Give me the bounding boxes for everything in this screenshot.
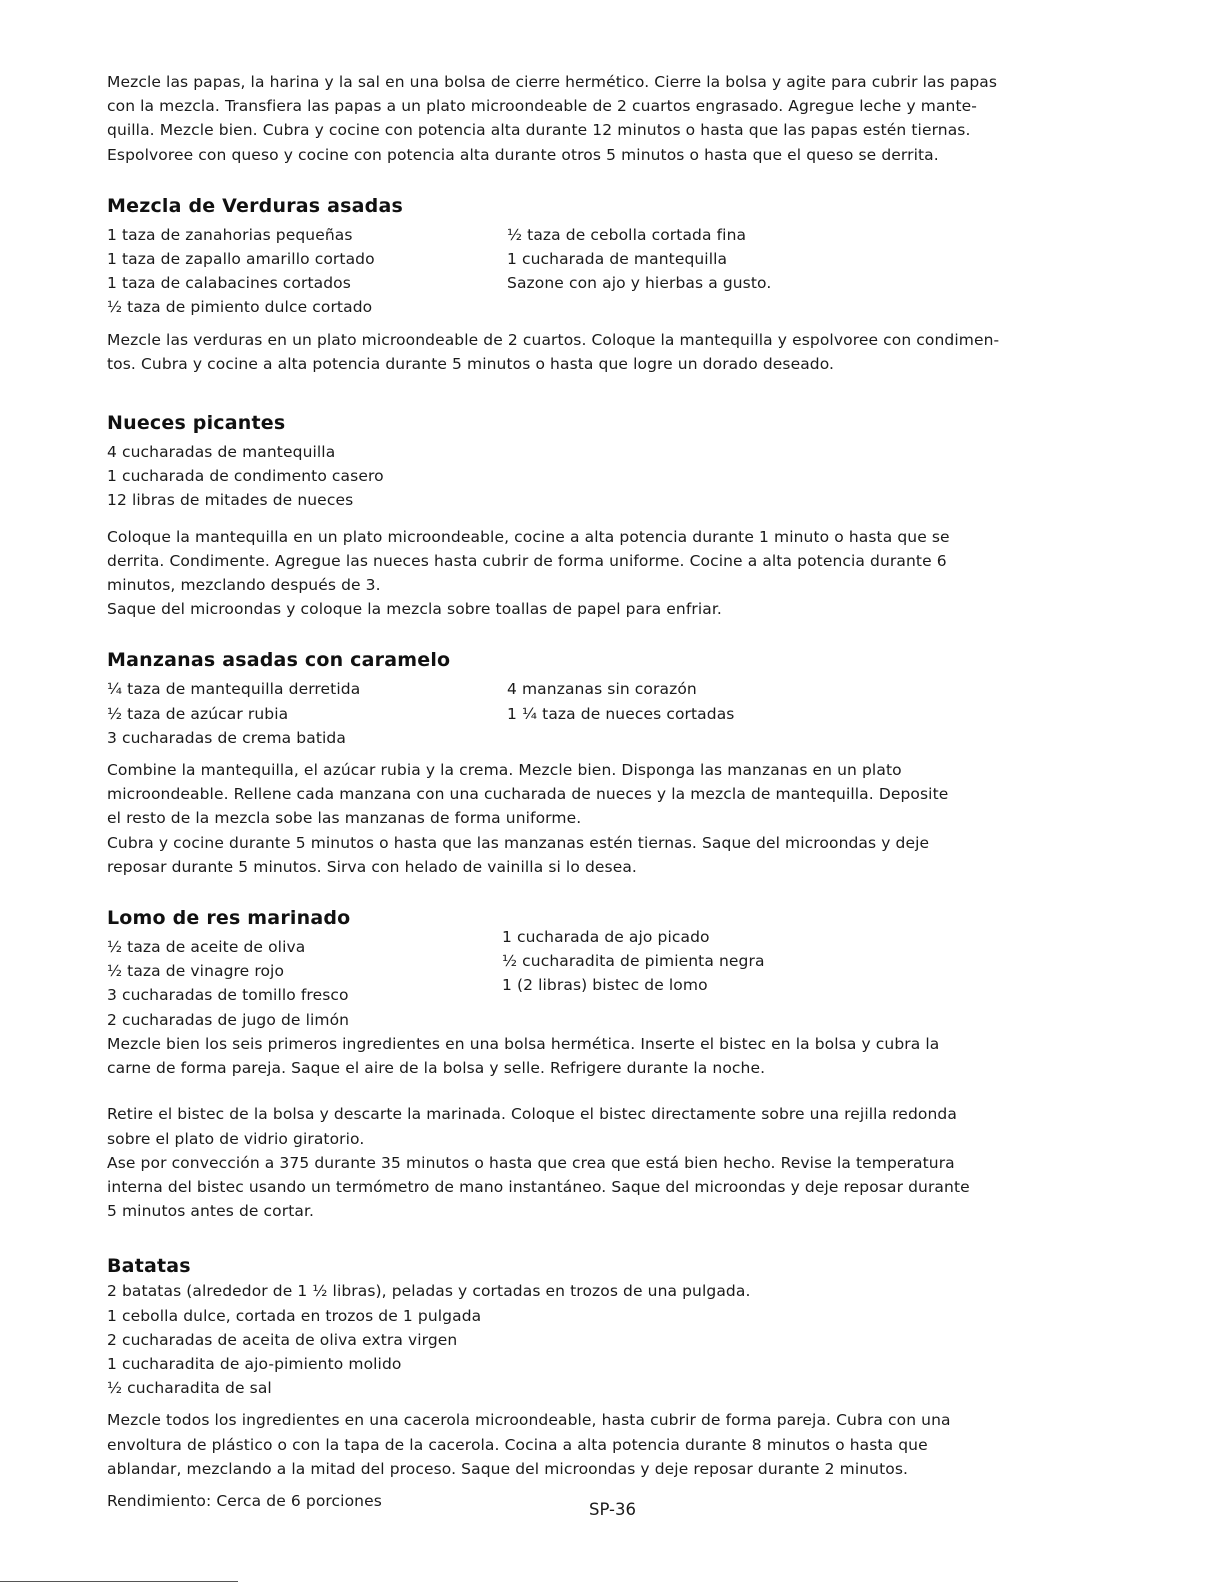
ingredient-item: ½ taza de pimiento dulce cortado — [107, 298, 373, 317]
ingredient-item: 1 taza de zapallo amarillo cortado — [107, 250, 375, 269]
ingredient-item: 1 taza de calabacines cortados — [107, 274, 351, 293]
recipe-verduras — [107, 193, 1007, 376]
intro-paragraph — [107, 70, 1007, 167]
ingredient-item: ¼ taza de mantequilla derretida — [107, 680, 361, 699]
recipe-title: Mezcla de Verduras asadas — [107, 194, 404, 217]
recipe-title: Batatas — [107, 1255, 191, 1278]
ingredient-item: 1 cucharada de condimento casero — [107, 467, 384, 486]
method-line: Ase por convección a 375 durante 35 minutos o hasta que crea que está bien hecho. Revise la temperatura — [107, 1153, 955, 1172]
method-line: tos. Cubra y cocine a alta potencia durante 5 minutos o hasta que logre un dorado deseado. — [107, 354, 835, 373]
page-number: SP-36 — [588, 1500, 636, 1519]
ingredient-item: ½ taza de aceite de oliva — [107, 938, 306, 957]
ingredient-item: 4 manzanas sin corazón — [507, 680, 697, 699]
recipe-nueces — [107, 410, 1007, 621]
method-line: reposar durante 5 minutos. Sirva con helado de vainilla si lo desea. — [107, 857, 637, 876]
method-line: Mezcle las verduras en un plato microondeable de 2 cuartos. Coloque la mantequilla y espolvoree con condimen- — [107, 330, 1000, 349]
ingredient-item: 3 cucharadas de tomillo fresco — [107, 986, 349, 1005]
ingredient-item: ½ taza de vinagre rojo — [107, 962, 285, 981]
ingredient-item: ½ cucharadita de pimienta negra — [502, 952, 765, 971]
method-line: Mezcle todos los ingredientes en una cacerola microondeable, hasta cubrir de forma pareja. Cubra con una — [107, 1411, 951, 1430]
method-line: 5 minutos antes de cortar. — [107, 1202, 315, 1221]
method-line: Cubra y cocine durante 5 minutos o hasta que las manzanas estén tiernas. Saque del microondas y deje — [107, 833, 930, 852]
ingredient-item: 2 cucharadas de jugo de limón — [107, 1010, 350, 1029]
ingredients-left — [107, 935, 502, 1032]
ingredients-left — [107, 223, 507, 320]
ingredient-columns — [107, 677, 1007, 750]
bottom-rule — [0, 1581, 238, 1582]
ingredient-item: 1 cebolla dulce, cortada en trozos de 1 pulgada — [107, 1306, 482, 1325]
ingredient-item: 2 batatas (alrededor de 1 ½ libras), peladas y cortadas en trozos de una pulgada. — [107, 1282, 751, 1301]
yield-line: Rendimiento: Cerca de 6 porciones — [107, 1491, 382, 1510]
ingredient-item: 2 cucharadas de aceita de oliva extra virgen — [107, 1330, 458, 1349]
recipe-title: Nueces picantes — [107, 412, 286, 435]
ingredient-item: 1 cucharadita de ajo-pimiento molido — [107, 1354, 402, 1373]
method-line: carne de forma pareja. Saque el aire de la bolsa y selle. Refrigere durante la noche. — [107, 1059, 766, 1078]
method-line: sobre el plato de vidrio giratorio. — [107, 1129, 365, 1148]
ingredient-item: 12 libras de mitades de nueces — [107, 491, 354, 510]
ingredient-item: ½ cucharadita de sal — [107, 1379, 272, 1398]
recipe-page — [107, 70, 1007, 1513]
text-line: con la mezcla. Transfiera las papas a un plato microondeable de 2 cuartos engrasado. Agregue leche y mante- — [107, 97, 977, 116]
text-line: Mezcle las papas, la harina y la sal en una bolsa de cierre hermético. Cierre la bolsa y agite para cubrir las papas — [107, 73, 998, 91]
ingredient-item: 1 cucharada de mantequilla — [507, 250, 728, 269]
ingredient-item: 1 taza de zanahorias pequeñas — [107, 225, 353, 244]
ingredients-right — [507, 223, 987, 320]
ingredient-item: 3 cucharadas de crema batida — [107, 728, 346, 747]
ingredient-item: ½ taza de azúcar rubia — [107, 704, 289, 723]
ingredient-item: 1 ¼ taza de nueces cortadas — [507, 704, 735, 723]
method-line: Coloque la mantequilla en un plato microondeable, cocine a alta potencia durante 1 minuto o hasta que se — [107, 527, 950, 546]
method-line: Combine la mantequilla, el azúcar rubia y la crema. Mezcle bien. Disponga las manzanas en un plato — [107, 761, 902, 780]
method-line: el resto de la mezcla sobe las manzanas de forma uniforme. — [107, 809, 582, 828]
ingredient-item: 1 cucharada de ajo picado — [502, 928, 710, 947]
ingredient-item: 4 cucharadas de mantequilla — [107, 443, 336, 462]
ingredient-item: 1 (2 libras) bistec de lomo — [502, 976, 708, 995]
method-line: minutos, mezclando después de 3. — [107, 576, 381, 595]
ingredients-right — [507, 677, 987, 750]
ingredients-left — [107, 677, 507, 750]
method-line: microondeable. Rellene cada manzana con una cucharada de nueces y la mezcla de mantequilla. Deposite — [107, 785, 949, 804]
ingredient-columns — [107, 223, 1007, 320]
method-line: interna del bistec usando un termómetro de mano instantáneo. Saque del microondas y deje reposar durante — [107, 1177, 970, 1196]
text-line: quilla. Mezcle bien. Cubra y cocine con potencia alta durante 12 minutos o hasta que las papas estén tiernas. — [107, 121, 971, 140]
ingredient-columns — [107, 928, 1007, 1032]
method-line: envoltura de plástico o con la tapa de la cacerola. Cocina a alta potencia durante 8 minutos o hasta que — [107, 1435, 928, 1454]
recipe-manzanas — [107, 647, 1007, 879]
recipe-title: Manzanas asadas con caramelo — [107, 649, 451, 672]
method-line: ablandar, mezclando a la mitad del proceso. Saque del microondas y deje reposar durante 2 minutos. — [107, 1459, 909, 1478]
method-line: Saque del microondas y coloque la mezcla sobre toallas de papel para enfriar. — [107, 600, 722, 619]
ingredient-item: ½ taza de cebolla cortada fina — [507, 225, 747, 244]
text-line: Espolvoree con queso y cocine con potencia alta durante otros 5 minutos o hasta que el queso se derrita. — [107, 145, 939, 164]
method-line: Mezcle bien los seis primeros ingredientes en una bolsa hermética. Inserte el bistec en la bolsa y cubra la — [107, 1034, 940, 1053]
recipe-batatas — [107, 1253, 1007, 1513]
ingredients-right — [502, 925, 982, 1032]
ingredient-item: Sazone con ajo y hierbas a gusto. — [507, 274, 772, 293]
method-line: Retire el bistec de la bolsa y descarte la marinada. Coloque el bistec directamente sobre una rejilla redonda — [107, 1105, 957, 1124]
recipe-lomo — [107, 905, 1007, 1223]
recipe-title: Lomo de res marinado — [107, 907, 351, 930]
method-line: derrita. Condimente. Agregue las nueces hasta cubrir de forma uniforme. Cocine a alta potencia durante 6 — [107, 551, 947, 570]
